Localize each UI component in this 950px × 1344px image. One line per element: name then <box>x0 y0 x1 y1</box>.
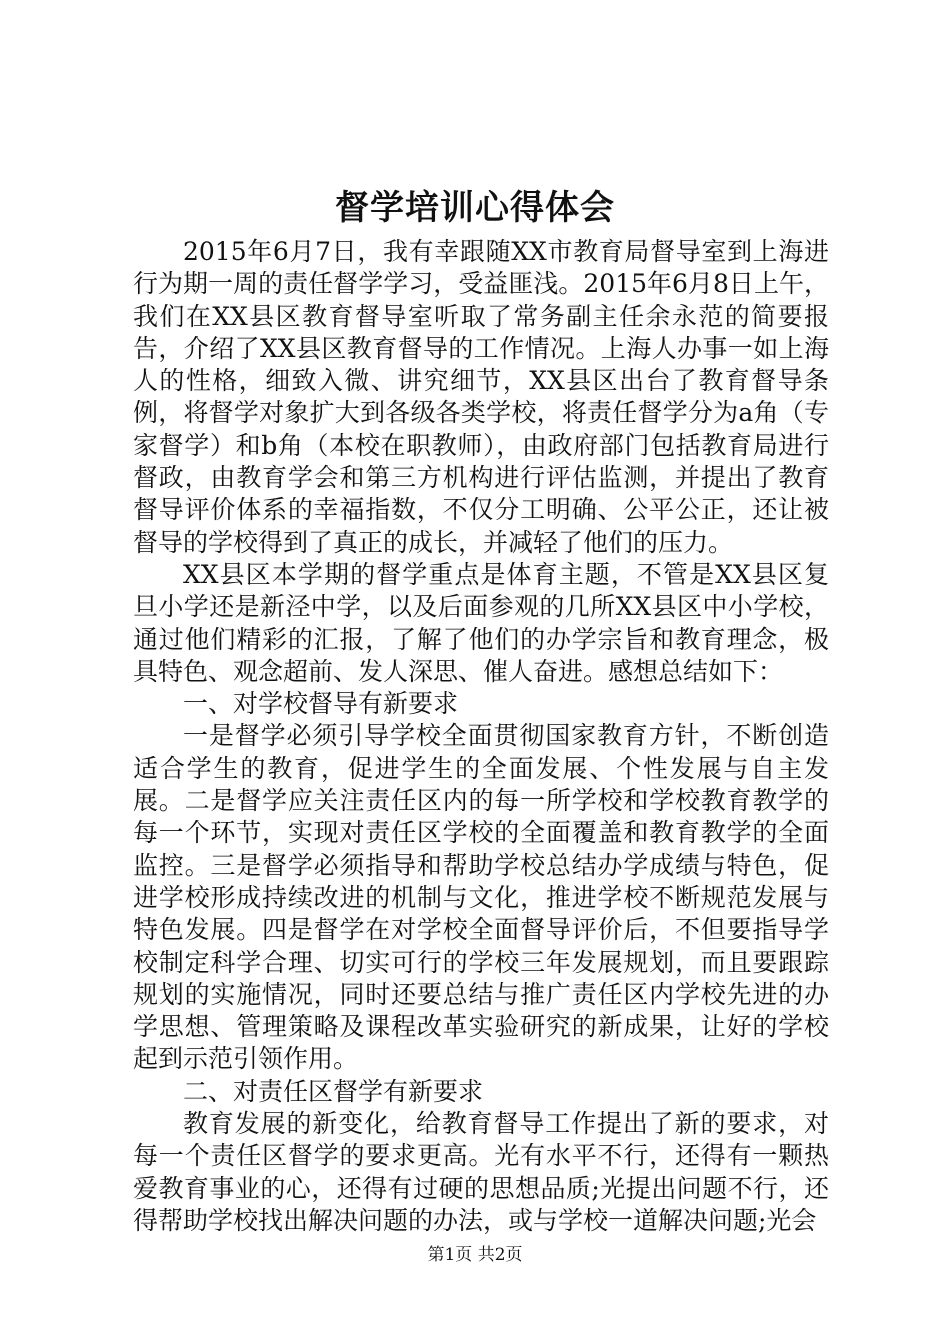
page-footer: 第1页 共2页 <box>427 1245 523 1265</box>
paragraph-inspector-requirements: 教育发展的新变化，给教育督导工作提出了新的要求，对每一个责任区督学的要求更高。光有水平不行，还得有一颗热爱教育事业的心，还得有过硬的思想品质;光提出问题不行，还得帮助学校找出解决问题的办法，或与学校一道解决问题;光会 <box>133 1109 829 1235</box>
document-body <box>133 236 829 1237</box>
paragraph-focus: XX县区本学期的督学重点是体育主题，不管是XX县区复旦小学还是新泾中学，以及后面参观的几所XX县区中小学校，通过他们精彩的汇报，了解了他们的办学宗旨和教育理念，极具特色、观念超前、发人深思、催人奋进。感想总结如下： <box>133 559 829 686</box>
paragraph-school-requirements: 一是督学必须引导学校全面贯彻国家教育方针，不断创造适合学生的教育，促进学生的全面发展、个性发展与自主发展。二是督学应关注责任区内的每一所学校和学校教育教学的每一个环节，实现对责任区学校的全面覆盖和教育教学的全面监控。三是督学必须指导和帮助学校总结办学成绩与特色，促进学校形成持续改进的机制与文化，推进学校不断规范发展与特色发展。四是督学在对学校全面督导评价后，不但要指导学校制定科学合理、切实可行的学校三年发展规划，而且要跟踪规划的实施情况，同时还要总结与推广责任区内学校先进的办学思想、管理策略及课程改革实验研究的新成果，让好的学校起到示范引领作用。 <box>133 721 829 1074</box>
paragraph-intro: 2015年6月7日，我有幸跟随XX市教育局督导室到上海进行为期一周的责任督学学习，受益匪浅。2015年6月8日上午，我们在XX县区教育督导室听取了常务副主任余永范的简要报告，介绍了XX县区教育督导的工作情况。上海人办事一如上海人的性格，细致入微、讲究细节，XX县区出台了教育督导条例，将督学对象扩大到各级各类学校，将责任督学分为a角（专家督学）和b角（本校在职教师），由政府部门包括教育局进行督政，由教育学会和第三方机构进行评估监测，并提出了教育督导评价体系的幸福指数，不仅分工明确、公平公正，还让被督导的学校得到了真正的成长，并减轻了他们的压力。 <box>133 237 829 557</box>
section-heading-1: 一、对学校督导有新要求 <box>183 689 459 719</box>
section-heading-2: 二、对责任区督学有新要求 <box>183 1076 484 1106</box>
document-title: 督学培训心得体会 <box>335 188 615 228</box>
